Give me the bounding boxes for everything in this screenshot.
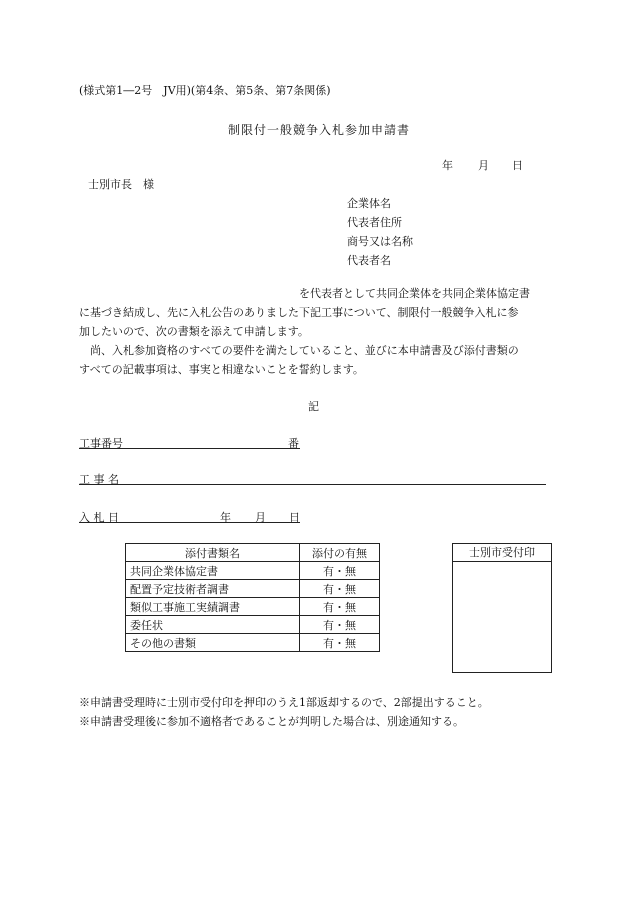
project-number-suffix: 番 bbox=[288, 437, 299, 450]
attached-status[interactable]: 有・無 bbox=[300, 616, 380, 634]
attached-status[interactable]: 有・無 bbox=[300, 634, 380, 652]
document-name: 類似工事施工実績調書 bbox=[126, 598, 300, 616]
bid-date-year: 年 bbox=[220, 511, 231, 524]
bid-date-month: 月 bbox=[255, 511, 266, 524]
field-representative-name: 代表者名 bbox=[347, 254, 391, 267]
table-row bbox=[126, 634, 380, 652]
table-row bbox=[126, 562, 380, 580]
table-row bbox=[126, 598, 380, 616]
bid-date-label: 入 札 日 bbox=[79, 511, 119, 524]
attached-documents-table bbox=[125, 543, 380, 652]
reception-stamp-box bbox=[452, 543, 552, 673]
attached-status[interactable]: 有・無 bbox=[300, 580, 380, 598]
statement-line-5: すべての記載事項は、事実と相違ないことを誓約します。 bbox=[79, 363, 364, 376]
document-name: 委任状 bbox=[126, 616, 300, 634]
document-name: 配置予定技術者調書 bbox=[126, 580, 300, 598]
addressee: 士別市長 様 bbox=[88, 178, 154, 191]
note-disqualification: ※申請書受理後に参加不適格者であることが判明した場合は、別途通知する。 bbox=[79, 715, 464, 728]
date-month: 月 bbox=[478, 159, 489, 172]
applicant-fields bbox=[347, 194, 413, 270]
date-year: 年 bbox=[442, 159, 453, 172]
application-statement bbox=[79, 284, 549, 379]
form-number-label: (様式第1―2号 JV用)(第4条、第5条、第7条関係) bbox=[79, 84, 331, 97]
note-submission: ※申請書受理時に士別市受付印を押印のうえ1部返却するので、2部提出すること。 bbox=[79, 696, 489, 709]
statement-line-4: 尚、入札参加資格のすべての要件を満たしていること、並びに本申請書及び添付書類の bbox=[79, 344, 519, 357]
table-row bbox=[126, 580, 380, 598]
reception-stamp-header: 士別市受付印 bbox=[453, 544, 551, 562]
field-consortium-name: 企業体名 bbox=[347, 197, 391, 210]
ki-heading: 記 bbox=[308, 400, 319, 413]
project-name-label: 工 事 名 bbox=[79, 473, 119, 486]
project-name-field[interactable] bbox=[79, 472, 546, 485]
field-representative-address: 代表者住所 bbox=[347, 216, 402, 229]
date-day: 日 bbox=[512, 159, 523, 172]
table-header-row bbox=[126, 544, 380, 562]
header-document-name: 添付書類名 bbox=[126, 544, 300, 562]
header-attached: 添付の有無 bbox=[300, 544, 380, 562]
attached-status[interactable]: 有・無 bbox=[300, 598, 380, 616]
field-trade-name: 商号又は名称 bbox=[347, 235, 413, 248]
project-number-label: 工事番号 bbox=[79, 437, 123, 450]
statement-line-1: を代表者として共同企業体を共同企業体協定書 bbox=[299, 287, 530, 300]
bid-date-day: 日 bbox=[289, 511, 300, 524]
document-title: 制限付一般競争入札参加申請書 bbox=[228, 123, 411, 137]
document-name: 共同企業体協定書 bbox=[126, 562, 300, 580]
document-name: その他の書類 bbox=[126, 634, 300, 652]
table-row bbox=[126, 616, 380, 634]
attached-status[interactable]: 有・無 bbox=[300, 562, 380, 580]
statement-line-2: に基づき結成し、先に入札公告のありました下記工事について、制限付一般競争入札に参 bbox=[79, 306, 519, 319]
statement-line-3: 加したいので、次の書類を添えて申請します。 bbox=[79, 325, 309, 338]
